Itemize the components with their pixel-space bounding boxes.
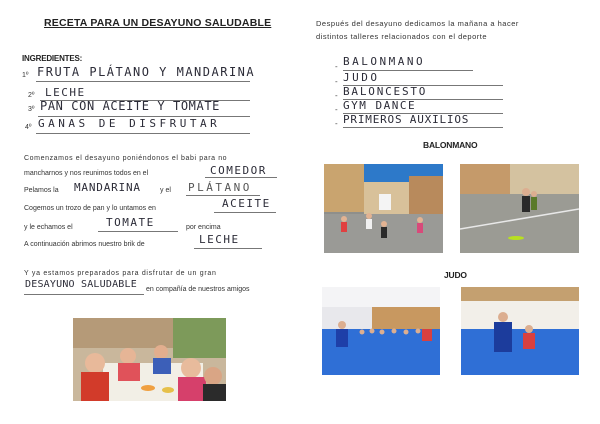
judo-photo-1: [322, 287, 440, 375]
section-heading-judo: JUDO: [444, 270, 467, 280]
step-text: Pelamos la: [24, 187, 59, 194]
step-text: Comenzamos el desayuno poniéndonos el babi para no: [24, 155, 228, 162]
ingredient-text: GANAS DE DISFRUTAR: [38, 117, 221, 130]
bullet-dash: -: [335, 77, 338, 86]
step-text: Y ya estamos preparados para disfrutar de un gran: [24, 270, 217, 277]
balonmano-photo-2: [460, 164, 579, 253]
ingredient-number: 2º: [28, 92, 35, 99]
balonmano-photo-1: [324, 164, 443, 253]
writing-line: [36, 133, 250, 134]
ingredient-number: 1º: [22, 72, 29, 79]
step-text: Cogemos un trozo de pan y lo untamos en: [24, 205, 156, 212]
step-text: mancharnos y nos reunimos todos en el: [24, 170, 149, 177]
step-text: y el: [160, 187, 171, 194]
intro-text: Después del desayuno dedicamos la mañana a hacer: [316, 19, 519, 28]
sport-item: GYM DANCE: [343, 99, 417, 112]
handwritten-answer: DESAYUNO SALUDABLE: [25, 279, 137, 290]
writing-line: [36, 81, 250, 82]
handwritten-answer: MANDARINA: [74, 181, 141, 194]
intro-text: distintos talleres relacionados con el deporte: [316, 32, 488, 41]
page-title: RECETA PARA UN DESAYUNO SALUDABLE: [44, 17, 272, 29]
writing-line: [343, 127, 503, 128]
ingredients-heading: INGREDIENTES:: [22, 54, 83, 63]
ingredient-number: 4º: [25, 124, 32, 131]
handwritten-answer: ACEITE: [222, 197, 271, 210]
handwritten-answer: LECHE: [199, 233, 240, 246]
sport-item: PRIMEROS AUXILIOS: [343, 113, 470, 126]
sport-item: BALONCESTO: [343, 85, 428, 98]
ingredient-number: 3º: [28, 106, 35, 113]
writing-line: [194, 248, 262, 249]
ingredient-text: FRUTA PLÁTANO Y MANDARINA: [37, 65, 256, 79]
judo-photo-2: [461, 287, 579, 375]
step-text: por encima: [186, 224, 221, 231]
bullet-dash: -: [335, 105, 338, 114]
bullet-dash: -: [335, 119, 338, 128]
section-heading-balonmano: BALONMANO: [423, 140, 478, 150]
step-text: en compañía de nuestros amigos: [146, 286, 250, 293]
handwritten-answer: TOMATE: [106, 216, 155, 229]
breakfast-photo: [73, 318, 226, 401]
sport-item: JUDO: [343, 71, 380, 84]
bullet-dash: -: [335, 62, 338, 71]
ingredient-text: PAN CON ACEITE Y TOMATE: [40, 99, 220, 113]
step-text: A continuación abrimos nuestro brik de: [24, 241, 145, 248]
handwritten-answer: COMEDOR: [210, 164, 267, 177]
sport-item: BALONMANO: [343, 55, 426, 68]
ingredient-text: LECHE: [45, 86, 86, 99]
writing-line: [24, 294, 144, 295]
writing-line: [214, 212, 276, 213]
writing-line: [98, 231, 178, 232]
handwritten-answer: PLÁTANO: [188, 181, 252, 194]
bullet-dash: -: [335, 91, 338, 100]
writing-line: [205, 177, 277, 178]
step-text: y le echamos el: [24, 224, 73, 231]
writing-line: [186, 195, 260, 196]
